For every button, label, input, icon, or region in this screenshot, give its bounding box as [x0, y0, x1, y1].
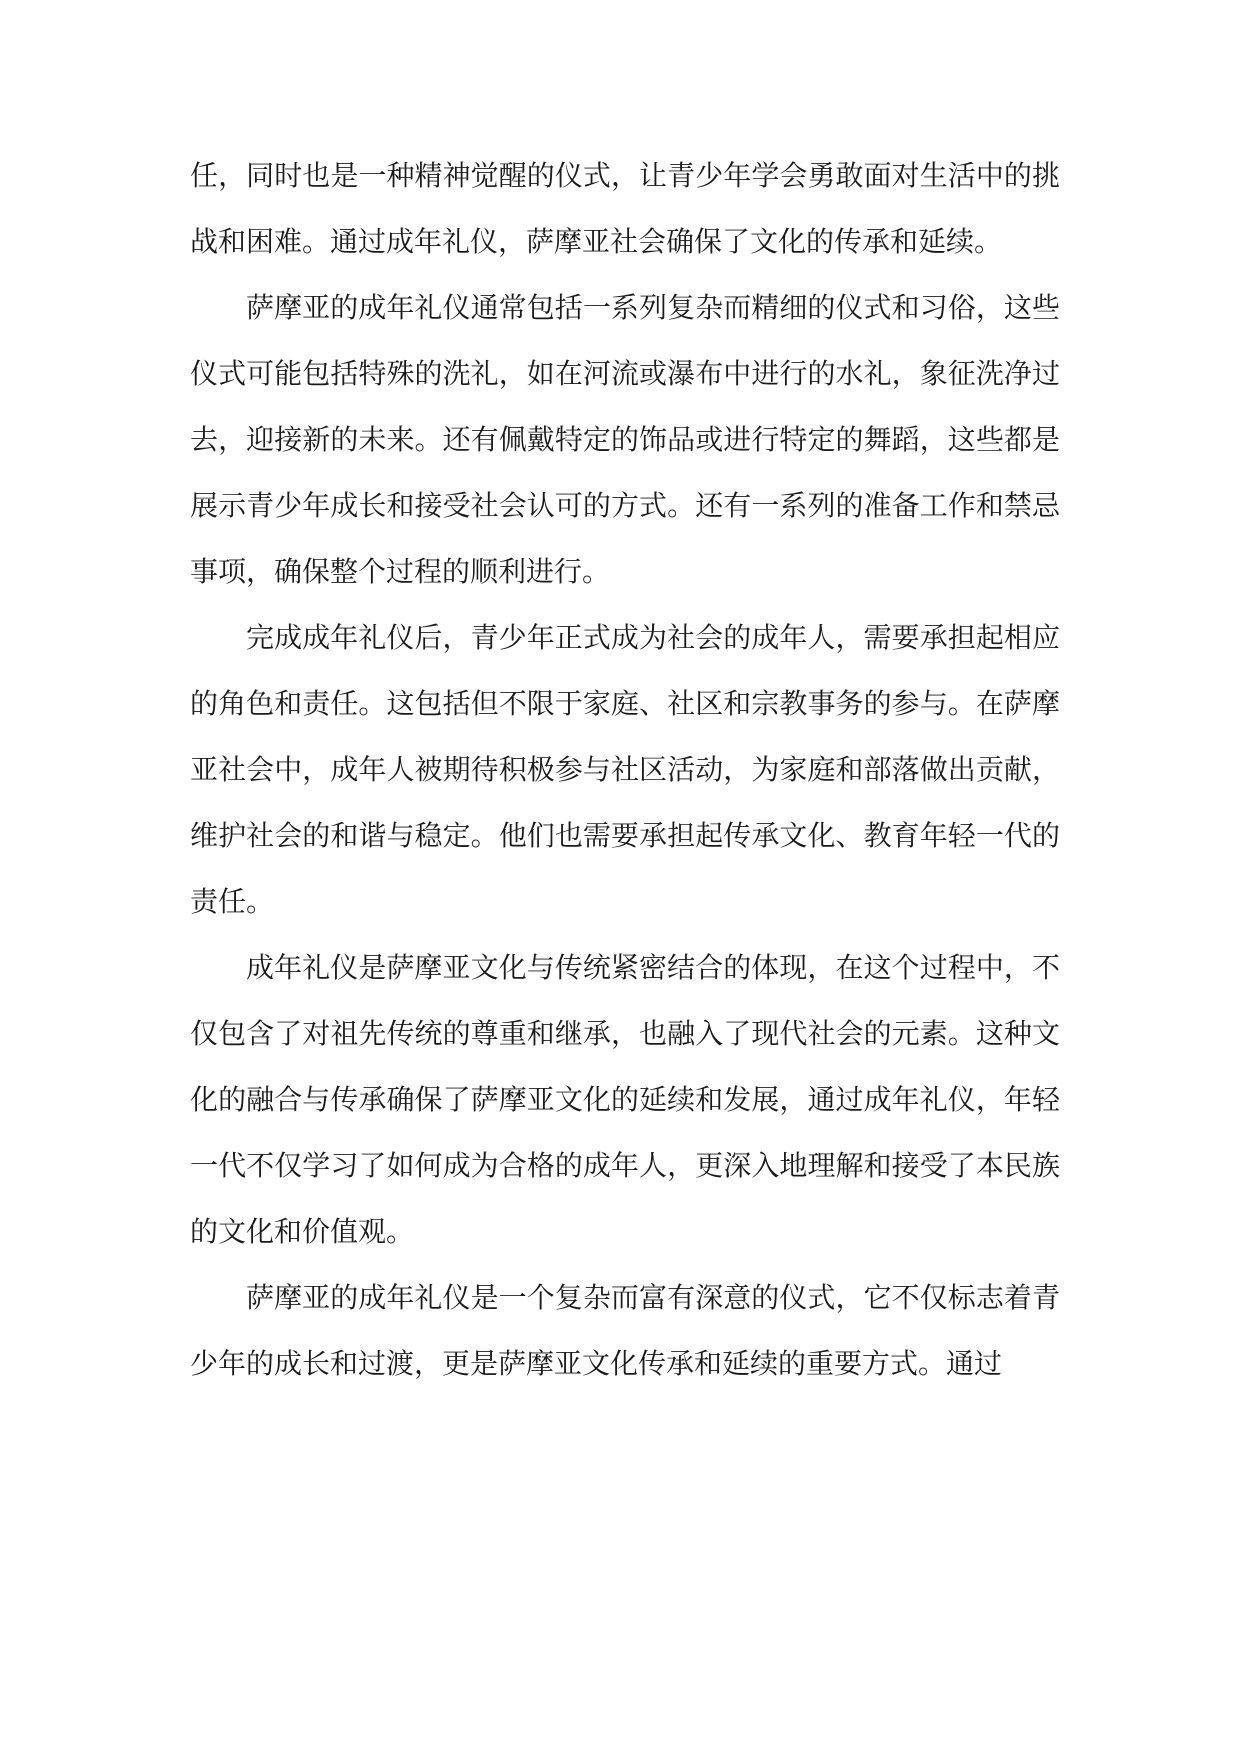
paragraph-cultural-fusion: 成年礼仪是萨摩亚文化与传统紧密结合的体现，在这个过程中，不仅包含了对祖先传统的尊重和继承，也融入了现代社会的元素。这种文化的融合与传承确保了萨摩亚文化的延续和发展，通过成年礼仪，年轻一代不仅学习了如何成为合格的成年人，更深入地理解和接受了本民族的文化和价值观。 [190, 951, 1060, 1248]
paragraph-continued: 任，同时也是一种精神觉醒的仪式，让青少年学会勇敢面对生活中的挑战和困难。通过成年礼仪，萨摩亚社会确保了文化的传承和延续。 [190, 159, 1060, 258]
paragraph-conclusion: 萨摩亚的成年礼仪是一个复杂而富有深意的仪式，它不仅标志着青少年的成长和过渡，更是萨摩亚文化传承和延续的重要方式。通过 [190, 1281, 1060, 1380]
paragraph-adult-responsibilities: 完成成年礼仪后，青少年正式成为社会的成年人，需要承担起相应的角色和责任。这包括但不限于家庭、社区和宗教事务的参与。在萨摩亚社会中，成年人被期待积极参与社区活动，为家庭和部落做出贡献，维护社会的和谐与稳定。他们也需要承担起传承文化、教育年轻一代的责任。 [190, 621, 1060, 918]
document-body [190, 143, 1060, 1397]
paragraph-initiation-rituals: 萨摩亚的成年礼仪通常包括一系列复杂而精细的仪式和习俗，这些仪式可能包括特殊的洗礼，如在河流或瀑布中进行的水礼，象征洗净过去，迎接新的未来。还有佩戴特定的饰品或进行特定的舞蹈，这些都是展示青少年成长和接受社会认可的方式。还有一系列的准备工作和禁忌事项，确保整个过程的顺利进行。 [190, 291, 1060, 588]
